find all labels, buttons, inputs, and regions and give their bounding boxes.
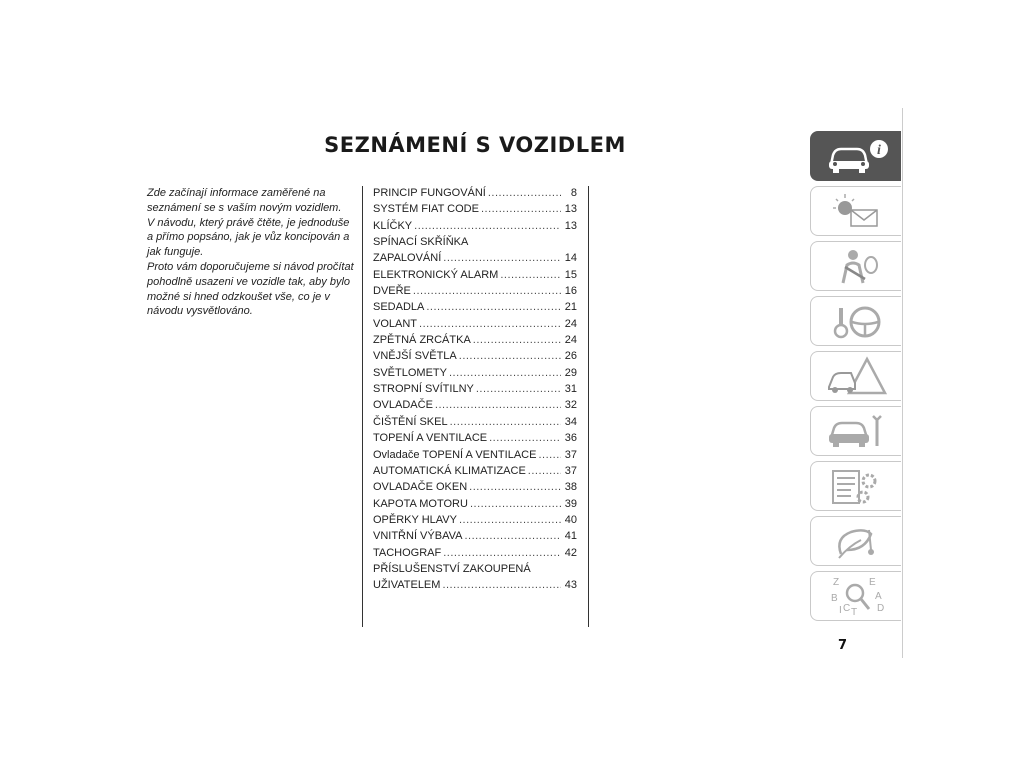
toc-leader-dots [470,498,561,510]
toc-leader-dots [489,432,561,444]
toc-leader-dots [476,383,561,395]
toc-entry-title: ELEKTRONICKÝ ALARM [373,268,499,281]
toc-entry-title: ČIŠTĚNÍ SKEL [373,415,448,428]
tab-index[interactable] [810,571,901,621]
warning-lights-envelope-icon [821,190,891,232]
toc-leader-dots [459,514,561,526]
toc-entry [373,383,577,399]
toc-entry [373,318,577,334]
toc-page-number: 38 [564,481,577,494]
eco-leaf-icon [821,520,891,562]
toc-page-number: 34 [564,415,577,428]
car-info-icon [821,135,891,177]
toc-leader-dots [443,547,561,559]
toc-leader-dots [442,579,561,591]
toc-leader-dots [443,252,561,264]
toc-entry [373,530,577,546]
page-number: 7 [838,638,848,653]
toc-entry [373,514,577,530]
tab-environment[interactable] [810,516,901,566]
toc-page-number: 37 [564,464,577,477]
toc-leader-dots [528,465,561,477]
svg-text:i: i [877,143,881,158]
toc-entry [373,416,577,432]
toc-entry-title: VOLANT [373,317,418,330]
toc-entry-title: TOPENÍ A VENTILACE [373,432,488,445]
toc-entry-title: SYSTÉM FIAT CODE [373,203,479,216]
index-letter: C [843,603,851,614]
toc-entry-title: SEDADLA [373,301,425,314]
toc-leader-dots [469,481,561,493]
toc-page-number: 13 [564,203,577,216]
index-letter: B [831,593,838,604]
toc-page-number: 13 [564,219,577,232]
toc-entry [373,432,577,448]
toc-entry-title: AUTOMATICKÁ KLIMATIZACE [373,464,526,477]
toc-leader-dots [538,449,561,461]
toc-entry [373,449,577,465]
toc-entry-title: KLÍČKY [373,219,413,232]
tab-safety[interactable] [810,241,901,291]
toc-leader-dots [500,269,561,281]
toc-page-number: 16 [564,285,577,298]
toc-page-number: 26 [564,350,577,363]
toc-page-number: 36 [564,432,577,445]
toc-entry-title: SVĚTLOMETY [373,366,447,379]
toc-leader-dots [413,285,561,297]
toc-page-number: 8 [570,187,577,199]
table-of-contents [373,187,577,596]
toc-entry-title: TACHOGRAF [373,546,442,559]
toc-entry-title: SPÍNACÍ SKŘÍŇKA [373,236,469,249]
index-letter: A [875,591,882,602]
car-wrench-icon [821,410,891,452]
toc-entry [373,481,577,497]
toc-leader-dots [419,318,561,330]
intro-paragraph: V návodu, který právě čtěte, je jednoduše a přímo popsáno, jak je vůz koncipován a jak funguje. [147,216,350,259]
toc-entry-title: OPĚRKY HLAVY [373,513,457,526]
toc-entry-title: VNITŘNÍ VÝBAVA [373,530,463,543]
toc-entry [373,236,577,252]
toc-entry [373,465,577,481]
intro-text [147,186,357,319]
toc-leader-dots [488,187,561,199]
toc-leader-dots [435,399,561,411]
toc-leader-dots [426,301,561,313]
toc-page-number: 32 [564,399,577,412]
toc-entry-title: OVLADAČE [373,399,433,412]
toc-entry [373,203,577,219]
toc-entry [373,285,577,301]
index-letter: T [851,607,858,617]
sidebar-divider [902,108,903,658]
toc-leader-dots [481,203,561,215]
toc-entry [373,579,577,595]
toc-page-number: 29 [564,366,577,379]
section-title: SEZNÁMENÍ S VOZIDLEM [324,133,626,157]
alphabetical-index-icon [821,575,891,617]
toc-leader-dots [464,530,561,542]
toc-page-number: 39 [564,497,577,510]
toc-entry-title: PRINCIP FUNGOVÁNÍ [373,187,486,199]
index-letter: I [839,605,842,616]
toc-right-rule [588,186,589,627]
toc-page-number: 42 [564,546,577,559]
toc-entry-title: STROPNÍ SVÍTILNY [373,383,474,396]
toc-entry [373,350,577,366]
toc-leader-dots [414,220,561,232]
toc-entry [373,269,577,285]
toc-entry-title: ZAPALOVÁNÍ [373,252,442,265]
toc-page-number: 24 [564,334,577,347]
index-letter: Z [833,577,840,588]
toc-page-number: 43 [564,579,577,592]
toc-leader-dots [459,350,561,362]
toc-page-number: 31 [564,383,577,396]
toc-entry [373,220,577,236]
toc-page-number: 21 [564,301,577,314]
tab-technical-data[interactable] [810,461,901,511]
toc-entry-title: DVEŘE [373,285,411,298]
key-steering-wheel-icon [821,300,891,342]
toc-page-number: 15 [564,268,577,281]
tab-maintenance[interactable] [810,406,901,456]
toc-entry [373,334,577,350]
toc-entry [373,399,577,415]
document-gears-icon [821,465,891,507]
intro-paragraph: Zde začínají informace zaměřené na seznámení se s vaším novým vozidlem. [147,187,342,214]
toc-page-number: 14 [564,252,577,265]
toc-entry [373,498,577,514]
tab-emergency[interactable] [810,351,901,401]
toc-entry-title: OVLADAČE OKEN [373,481,468,494]
toc-entry-title: UŽIVATELEM [373,579,441,592]
toc-leader-dots [450,416,561,428]
toc-entry-title: VNĚJŠÍ SVĚTLA [373,350,457,363]
toc-leader-dots [449,367,561,379]
toc-left-rule [362,186,363,627]
index-letter: E [869,577,876,588]
toc-entry [373,547,577,563]
toc-entry [373,301,577,317]
tab-vehicle-info[interactable] [810,131,901,181]
toc-page-number: 24 [564,317,577,330]
index-letter: D [877,603,885,614]
toc-leader-dots [473,334,561,346]
toc-page-number: 37 [564,448,577,461]
toc-entry [373,563,577,579]
toc-entry [373,252,577,268]
seatbelt-airbag-icon [821,245,891,287]
toc-entry [373,187,577,203]
toc-entry [373,367,577,383]
toc-entry-title: Ovladače TOPENÍ A VENTILACE [373,448,537,461]
toc-entry-title: PŘÍSLUŠENSTVÍ ZAKOUPENÁ [373,562,531,575]
tab-warning-lights[interactable] [810,186,901,236]
toc-entry-title: KAPOTA MOTORU [373,497,468,510]
toc-entry-title: ZPĚTNÁ ZRCÁTKA [373,334,471,347]
car-accident-warning-icon [821,355,891,397]
toc-page-number: 40 [564,513,577,526]
tab-starting-driving[interactable] [810,296,901,346]
intro-paragraph: Proto vám doporučujeme si návod pročítat pohodlně usazeni ve vozidle tak, aby bylo možné si hned odzkoušet vše, co je v návodu vysvětlováno. [147,260,354,318]
toc-page-number: 41 [564,530,577,543]
